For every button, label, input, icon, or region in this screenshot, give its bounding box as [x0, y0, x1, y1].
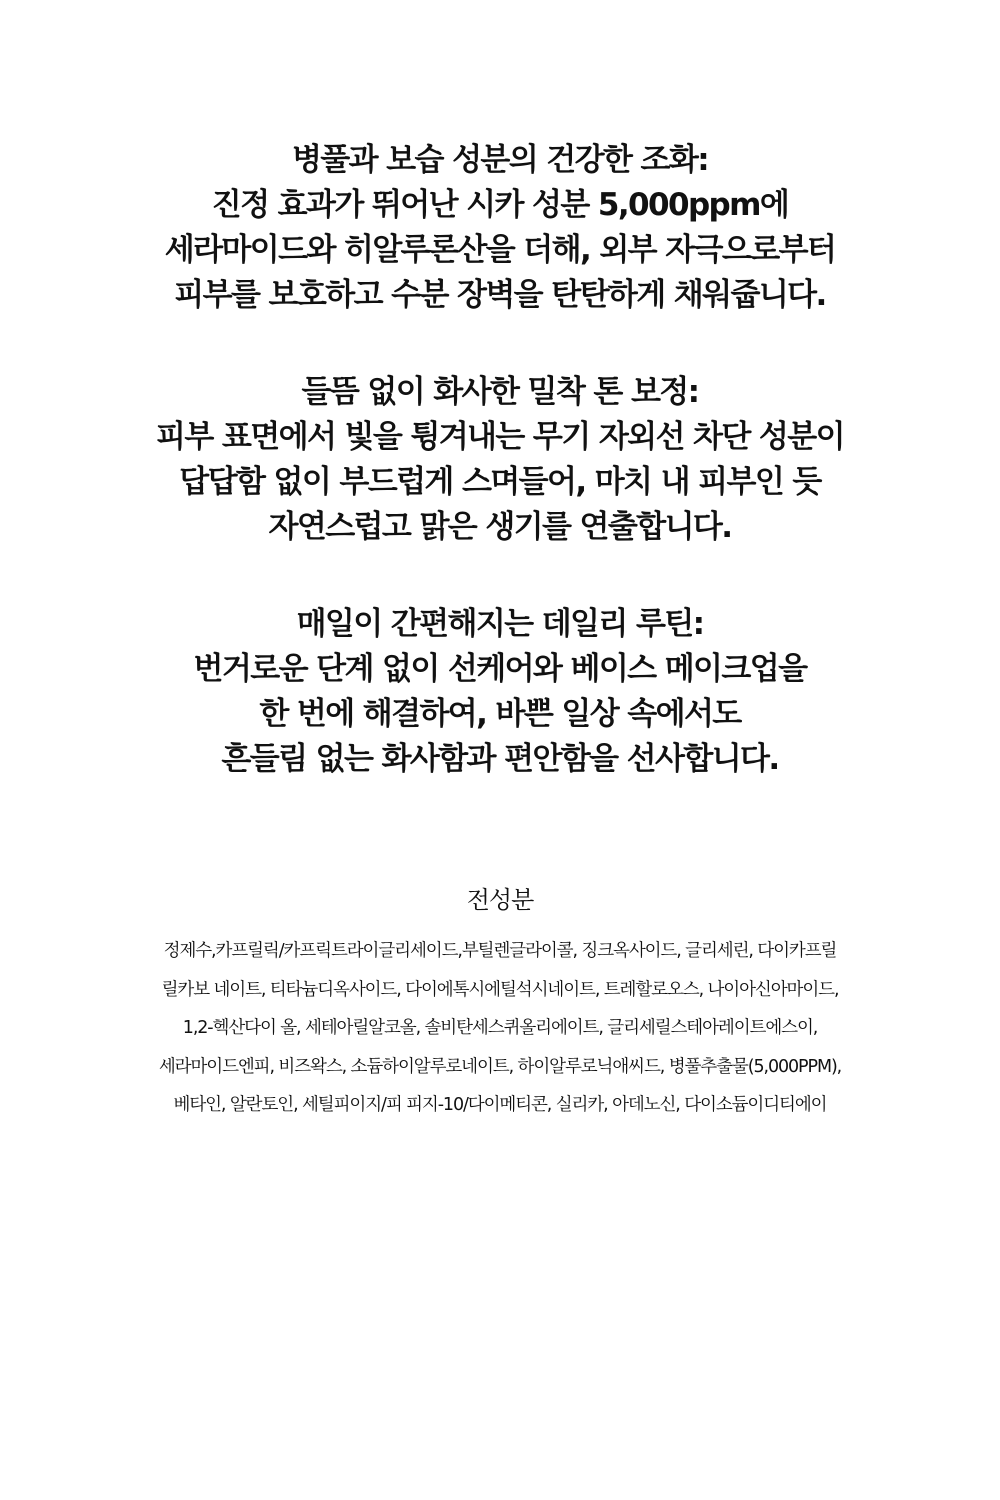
ingredients-line: 1,2-헥산다이 올, 세테아릴알코올, 솔비탄세스퀴올리에이트, 글리세릴스테아레이트에스이, — [182, 1018, 818, 1038]
feature-text-line: 한 번에 해결하여, 바쁜 일상 속에서도 — [259, 696, 741, 732]
feature-text-line: 진정 효과가 뛰어난 시카 성분 5,000ppm에 — [211, 187, 789, 223]
feature-heading: 병풀과 보습 성분의 건강한 조화: — [291, 142, 709, 178]
feature-text-line: 답답함 없이 부드럽게 스며들어, 마치 내 피부인 듯 — [179, 464, 821, 500]
ingredients-line: 릴카보 네이트, 티타늄디옥사이드, 다이에톡시에틸석시네이트, 트레할로오스, 나이아신아마이드, — [161, 979, 839, 1000]
ingredients-section — [0, 880, 1000, 1125]
feature-heading: 매일이 간편해지는 데일리 루틴: — [296, 606, 704, 642]
ingredients-title: 전성분 — [466, 886, 534, 914]
ingredients-line: 베타인, 알란토인, 세틸피이지/피 피지-10/다이메티콘, 실리카, 아데노신, 다이소듐이디티에이 — [173, 1095, 827, 1115]
feature-text-line: 피부를 보호하고 수분 장벽을 탄탄하게 채워줍니다. — [174, 277, 826, 313]
feature-cica-moisture — [0, 138, 1000, 318]
feature-tone-correction — [0, 370, 1000, 550]
feature-heading: 들뜸 없이 화사한 밀착 톤 보정: — [301, 374, 699, 410]
feature-text-line: 피부 표면에서 빛을 튕겨내는 무기 자외선 차단 성분이 — [156, 419, 844, 455]
feature-descriptions — [0, 138, 1000, 834]
feature-daily-routine — [0, 602, 1000, 782]
ingredients-line: 정제수,카프릴릭/카프릭트라이글리세이드,부틸렌글라이콜, 징크옥사이드, 글리세린, 다이카프릴 — [163, 941, 837, 961]
feature-text-line: 흔들림 없는 화사함과 편안함을 선사합니다. — [221, 741, 779, 777]
feature-text-line: 번거로운 단계 없이 선케어와 베이스 메이크업을 — [193, 651, 807, 687]
feature-text-line: 세라마이드와 히알루론산을 더해, 외부 자극으로부터 — [164, 232, 836, 268]
feature-text-line: 자연스럽고 맑은 생기를 연출합니다. — [268, 509, 732, 545]
ingredients-line: 세라마이드엔피, 비즈왁스, 소듐하이알루로네이트, 하이알루로닉애씨드, 병풀추출물(5,000PPM), — [158, 1056, 842, 1077]
